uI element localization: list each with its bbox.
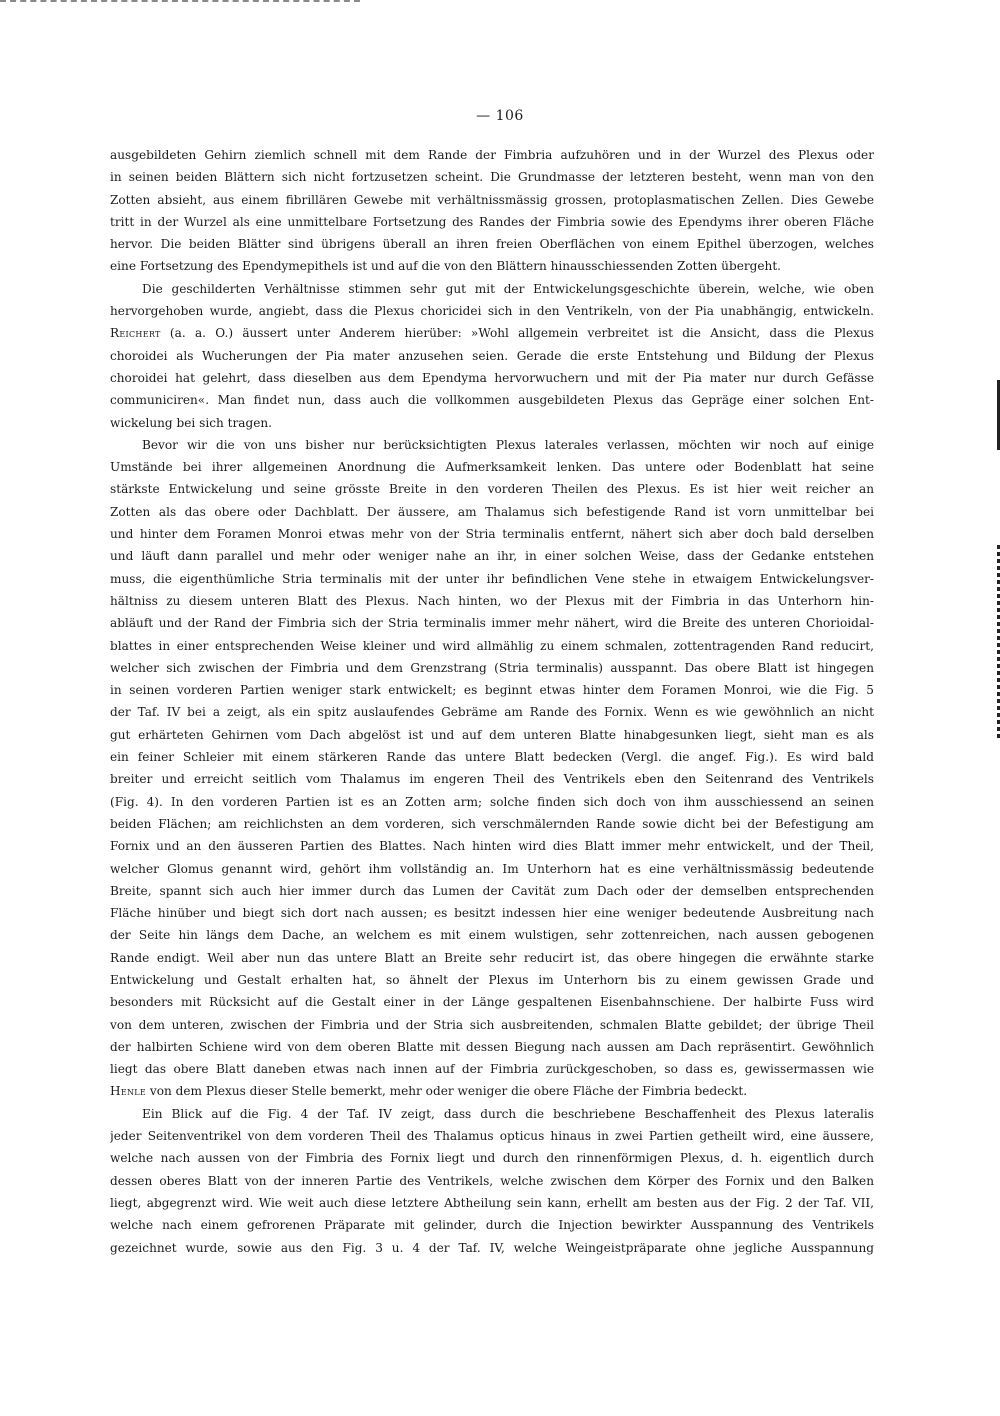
text-line: Rande endigt. Weil aber nun das untere Blatt an Breite sehr reducirt ist, das obere hingegen die erwähnte starke — [110, 950, 874, 965]
text-line: abläuft und der Rand der Fimbria sich der Stria terminalis immer mehr nähert, wird die Breite des unteren Chorioidal- — [110, 616, 874, 631]
text-line: jeder Seitenventrikel von dem vorderen Theil des Thalamus opticus hinaus in zwei Partien getheilt wird, eine äussere, — [110, 1129, 874, 1144]
text-line: breiter und erreicht seitlich vom Thalamus im engeren Theil des Ventrikels eben den Seitenrand des Ventrikels — [110, 772, 874, 787]
text-line: gut erhärteten Gehirnen vom Dach abgelöst ist und auf dem unteren Blatte hinabgesunken liegt, sieht man es als — [110, 727, 874, 742]
body-text — [110, 144, 874, 1259]
text-line: Henle von dem Plexus dieser Stelle bemerkt, mehr oder weniger die obere Fläche der Fimbria bedeckt. — [110, 1084, 748, 1099]
text-line: Zotten als das obere oder Dachblatt. Der äussere, am Thalamus sich befestigende Rand ist vorn unmittelbar bei — [110, 504, 874, 519]
text-line: Entwickelung und Gestalt erhalten hat, so ähnelt der Plexus im Unterhorn bis zu einem gewissen Grade und — [110, 972, 874, 987]
scan-edge-mark — [0, 0, 360, 5]
text-line: liegt das obere Blatt daneben etwas nach innen auf der Fimbria zurückgeschoben, so dass es, gewissermassen wie — [110, 1062, 874, 1077]
page-number — [0, 108, 1000, 124]
text-line: hervor. Die beiden Blätter sind übrigens überall an ihren freien Oberflächen von einem Epithel überzogen, welches — [110, 237, 874, 252]
text-line: choroidei als Wucherungen der Pia mater anzusehen seien. Gerade die erste Entstehung und Bildung der Plexus — [110, 348, 874, 363]
text-line: ein feiner Schleier mit einem stärkeren Rande das untere Blatt bedecken (Vergl. die angef. Fig.). Es wird bald — [110, 750, 874, 765]
text-line: liegt, abgegrenzt wird. Wie weit auch diese letztere Abtheilung sein kann, erhellt am besten aus der Fig. 2 der Taf. VII, — [110, 1195, 874, 1210]
text-line: Umstände bei ihrer allgemeinen Anordnung die Aufmerksamkeit lenken. Das untere oder Bodenblatt hat seine — [110, 460, 874, 475]
text-line: eine Fortsetzung des Ependymepithels ist und auf die von den Blättern hinausschiessenden Zotten übergeht. — [110, 259, 782, 274]
text-line: welcher sich zwischen der Fimbria und dem Grenzstrang (Stria terminalis) ausspannt. Das obere Blatt ist hingegen — [110, 660, 874, 675]
text-line: blattes in einer entsprechenden Weise kleiner und wird allmählig zu einem schmalen, zottentragenden Rand reducirt, — [110, 638, 874, 653]
text-line: dessen oberes Blatt von der inneren Partie des Ventrikels, welche zwischen dem Körper des Fornix und den Balken — [110, 1173, 874, 1188]
text-line: der halbirten Schiene wird von dem oberen Blatte mit dessen Biegung nach aussen am Dach repräsentirt. Gewöhnlich — [110, 1039, 874, 1054]
text-line: beiden Flächen; am reichlichsten an dem vorderen, sich verschmälernden Rande sowie dicht bei der Befestigung am — [110, 816, 874, 831]
text-line: Fornix und an den äusseren Partien des Blattes. Nach hinten wird dies Blatt immer mehr entwickelt, und der Theil, — [110, 839, 874, 854]
text-line: Breite, spannt sich auch hier immer durch das Lumen der Cavität zum Dach oder der demselben entsprechenden — [110, 883, 874, 898]
text-line: und hinter dem Foramen Monroi etwas mehr von der Stria terminalis entfernt, nähert sich aber doch bald derselben — [110, 527, 874, 542]
text-line: besonders mit Rücksicht auf die Gestalt einer in der Länge gespaltenen Eisenbahnschiene. Der halbirte Fuss wird — [110, 995, 874, 1010]
text-line: ausgebildeten Gehirn ziemlich schnell mit dem Rande der Fimbria aufzuhören und in der Wurzel des Plexus oder — [110, 148, 874, 162]
page-number-dash: — — [476, 108, 496, 124]
text-line: communiciren«. Man findet nun, dass auch die vollkommen ausgebildeten Plexus das Gepräge einer solchen Ent- — [110, 393, 874, 408]
text-line: wickelung bei sich tragen. — [110, 415, 272, 430]
text-line: welcher Glomus genannt wird, gehört ihm vollständig an. Im Unterhorn hat es eine verhältnissmässig bedeutende — [110, 861, 874, 876]
text-line: (Fig. 4). In den vorderen Partien ist es an Zotten arm; solche finden sich doch von ihm ausschiessend an seinen — [110, 794, 874, 809]
text-line: hältniss zu diesem unteren Blatt des Plexus. Nach hinten, wo der Plexus mit der Fimbria in das Unterhorn hin- — [110, 593, 874, 608]
text-line: welche nach aussen von der Fimbria des Fornix liegt und durch den rinnenförmigen Plexus, d. h. eigentlich durch — [110, 1151, 874, 1166]
text-line: choroidei hat gelehrt, dass dieselben aus dem Ependyma hervorwuchern und mit der Pia mater nur durch Gefässe — [110, 370, 874, 385]
text-line: und läuft dann parallel und mehr oder weniger nahe an ihr, in einer solchen Weise, dass der Gedanke entstehen — [110, 549, 874, 564]
text-line: von dem unteren, zwischen der Fimbria und der Stria sich ausbreitenden, schmalen Blatte gebildet; der übrige Theil — [110, 1017, 874, 1032]
text-line: der Seite hin längs dem Dache, an welchem es mit einem wulstigen, sehr zottenreichen, nach aussen gebogenen — [110, 928, 874, 943]
text-line: hervorgehoben wurde, angiebt, dass die Plexus choricidei sich in den Ventrikeln, von der Pia unabhängig, entwickeln. — [110, 304, 874, 319]
text-line: in seinen beiden Blättern sich nicht fortzusetzen scheint. Die Grundmasse der letzteren besteht, wenn man von den — [110, 170, 874, 185]
text-line: welche nach einem gefrorenen Präparate mit gelinder, durch die Injection bewirkter Ausspannung des Ventrikels — [110, 1218, 874, 1233]
text-line: Die geschilderten Verhältnisse stimmen sehr gut mit der Entwickelungsgeschichte überein, welche, wie oben — [142, 281, 874, 296]
text-line: Reichert (a. a. O.) äussert unter Anderem hierüber: »Wohl allgemein verbreitet ist die Ansicht, dass die Plexus — [110, 326, 874, 341]
text-line: Zotten absieht, aus einem fibrillären Gewebe mit verhältnissmässig grossen, protoplasmatischen Zellen. Dies Gewebe — [110, 192, 874, 207]
text-line: muss, die eigenthümliche Stria terminalis mit der unter ihr befindlichen Vene stehe in etwaigem Entwickelungsver- — [110, 571, 874, 586]
text-line: in seinen vorderen Partien weniger stark entwickelt; es beginnt etwas hinter dem Foramen Monroi, wie die Fig. 5 — [110, 683, 874, 698]
text-line: der Taf. IV bei a zeigt, als ein spitz auslaufendes Gebräme am Rande des Fornix. Wenn es wie gewöhnlich an nicht — [110, 705, 874, 720]
text-line: Bevor wir die von uns bisher nur berücksichtigten Plexus laterales verlassen, möchten wir noch auf einige — [142, 437, 874, 452]
page-number-value: 106 — [495, 108, 524, 124]
text-line: gezeichnet wurde, sowie aus den Fig. 3 u. 4 der Taf. IV, welche Weingeistpräparate ohne jegliche Ausspannung — [110, 1240, 874, 1255]
text-line: tritt in der Wurzel als eine unmittelbare Fortsetzung des Randes der Fimbria sowie des Ependyms ihrer oberen Fläche — [110, 214, 874, 229]
text-line: Ein Blick auf die Fig. 4 der Taf. IV zeigt, dass durch die beschriebene Beschaffenheit des Plexus lateralis — [142, 1106, 874, 1121]
text-line: Fläche hinüber und biegt sich dort nach aussen; es besitzt indessen hier eine weniger bedeutende Ausbreitung nach — [110, 906, 874, 921]
text-line: stärkste Entwickelung und seine grösste Breite in den vorderen Theilen des Plexus. Es ist hier weit reicher an — [110, 482, 874, 497]
